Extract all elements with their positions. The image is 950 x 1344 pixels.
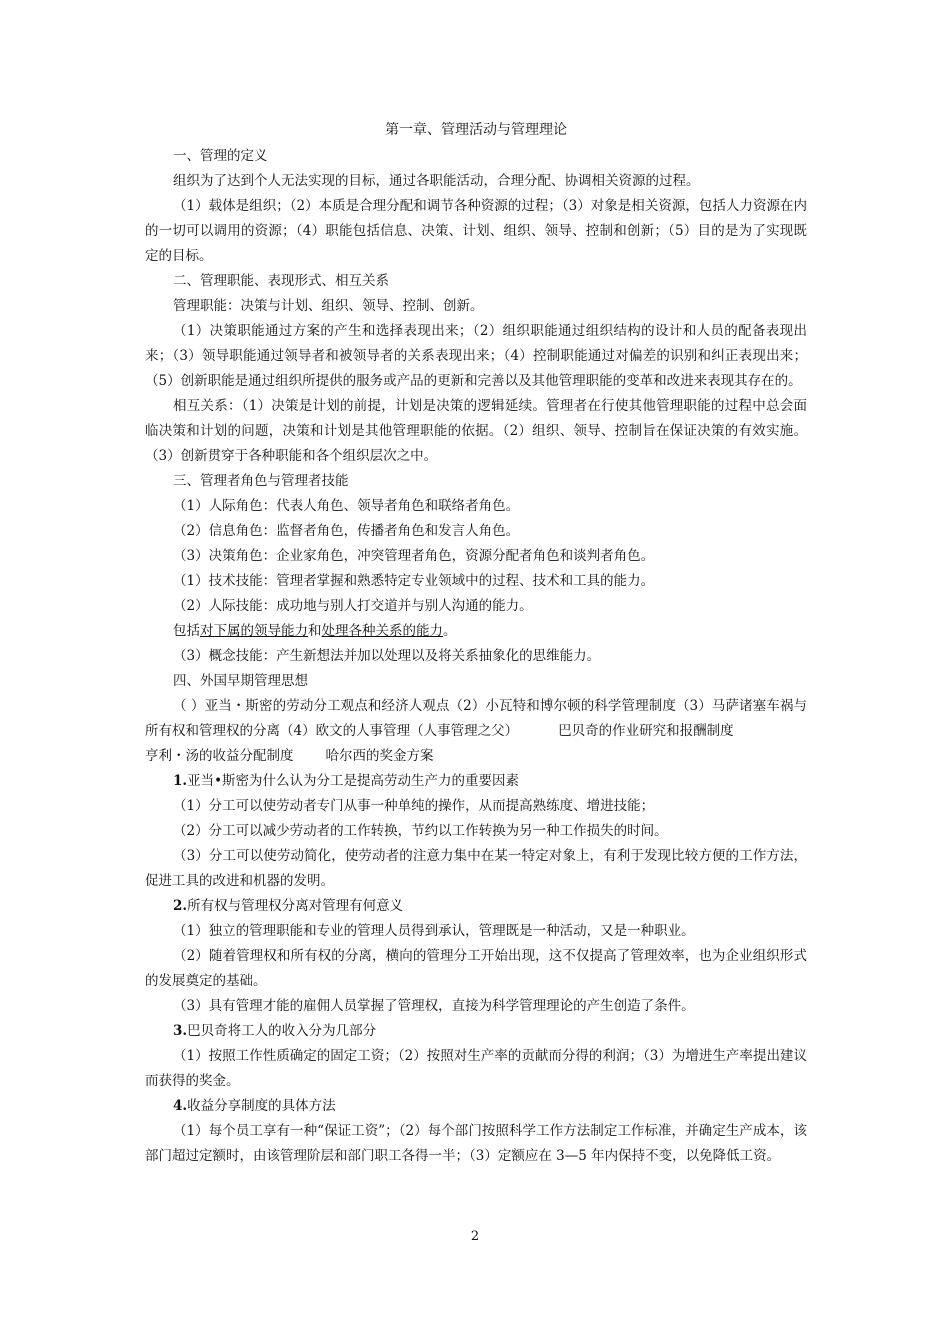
- functions-list: 管理职能：决策与计划、组织、领导、控制、创新。: [173, 298, 484, 314]
- question-4: [145, 1094, 807, 1119]
- underlined-leadership: 对下属的领导能力: [200, 623, 308, 639]
- includes-end: 。: [443, 623, 457, 639]
- question-2: [145, 894, 807, 919]
- includes-and: 和: [308, 623, 322, 639]
- towne-item: 亨利・汤的收益分配制度: [145, 748, 294, 764]
- answer-2-3: （3）具有管理才能的雇佣人员掌握了管理权，直接为科学管理理论的产生创造了条件。: [173, 998, 695, 1014]
- skill-human: （2）人际技能：成功地与别人打交道并与别人沟通的能力。: [173, 598, 533, 614]
- functions-relation: 相互关系：（1）决策是计划的前提，计划是决策的逻辑延续。管理者在行使其他管理职能的过程中总会面临决策和计划的问题，决策和计划是其他管理职能的依据。（2）组织、领导、控制旨在保证决策的有效实施。（3）创新贯穿于各种职能和各个组织层次之中。: [145, 398, 807, 464]
- definition-text: 组织为了达到个人无法实现的目标，通过各职能活动，合理分配、协调相关资源的过程。: [173, 173, 700, 189]
- question-1-number: 1.: [173, 773, 188, 789]
- skill-conceptual: （3）概念技能：产生新想法并加以处理以及将关系抽象化的思维能力。: [173, 648, 601, 664]
- question-4-title: 收益分享制度的具体方法: [187, 1098, 336, 1114]
- early-thought-list-cont: [145, 744, 807, 769]
- answer-2-2: （2）随着管理权和所有权的分离，横向的管理分工开始出现，这不仅提高了管理效率，也为企业组织形式的发展奠定的基础。: [145, 948, 807, 989]
- functions-forms: （1）决策职能通过方案的产生和选择表现出来；（2）组织职能通过组织结构的设计和人员的配备表现出来；（3）领导职能通过领导者和被领导者的关系表现出来；（4）控制职能通过对偏差的识别和纠正表现出来；（5）创新职能是通过组织所提供的服务或产品的更新和完善以及其他管理职能的变革和改进来表现其存在的。: [145, 323, 807, 389]
- section-heading-roles: 三、管理者角色与管理者技能: [173, 473, 349, 489]
- question-1-title: 亚当•斯密为什么认为分工是提高劳动生产力的重要因素: [187, 773, 520, 789]
- chapter-title: 第一章、管理活动与管理理论: [385, 122, 567, 138]
- page-number: 2: [470, 1229, 480, 1244]
- answer-1-1: （1）分工可以使劳动者专门从事一种单纯的操作，从而提高熟练度、增进技能；: [173, 798, 655, 814]
- definition-points: （1）载体是组织；（2）本质是合理分配和调节各种资源的过程；（3）对象是相关资源，包括人力资源在内的一切可以调用的资源；（4）职能包括信息、决策、计划、组织、领导、控制和创新；（5）目的是为了实现既定的目标。: [145, 198, 807, 264]
- question-3: [145, 1019, 807, 1044]
- section-heading-functions: 二、管理职能、表现形式、相互关系: [173, 273, 389, 289]
- answer-3-1: （1）按照工作性质确定的固定工资；（2）按照对生产率的贡献而分得的利润；（3）为增进生产率提出建议而获得的奖金。: [145, 1048, 807, 1089]
- role-interpersonal: （1）人际角色：代表人角色、领导者角色和联络者角色。: [173, 498, 520, 514]
- role-informational: （2）信息角色：监督者角色，传播者角色和发言人角色。: [173, 523, 520, 539]
- question-4-number: 4.: [173, 1098, 188, 1114]
- answer-1-3: （3）分工可以使劳动简化，使劳动者的注意力集中在某一特定对象上，有利于发现比较方便的工作方法，促进工具的改进和机器的发明。: [145, 848, 807, 889]
- includes-prefix: 包括: [173, 623, 200, 639]
- skill-technical: （1）技术技能：管理者掌握和熟悉特定专业领域中的过程、技术和工具的能力。: [173, 573, 655, 589]
- halsey-item: 哈尔西的奖金方案: [325, 748, 434, 764]
- question-1: [145, 769, 807, 794]
- section-heading-definition: 一、管理的定义: [173, 148, 268, 164]
- early-thought-items: （ ）亚当・斯密的劳动分工观点和经济人观点（2）小瓦特和博尔顿的科学管理制度（3）马萨诸塞车祸与所有权和管理权的分离（4）欧文的人事管理（人事管理之父）: [145, 698, 807, 739]
- babbage-item: 巴贝奇的作业研究和报酬制度: [558, 723, 734, 739]
- early-thought-list: [145, 694, 807, 744]
- underlined-relations: 处理各种关系的能力: [321, 623, 443, 639]
- answer-1-2: （2）分工可以减少劳动者的工作转换，节约以工作转换为另一种工作损失的时间。: [173, 823, 668, 839]
- answer-4-1: （1）每个员工享有一种“保证工资”；（2）每个部门按照科学工作方法制定工作标准，并确定生产成本，该部门超过定额时，由该管理阶层和部门职工各得一半；（3）定额应在 3—5 年内保持不变，以免降低工资。: [145, 1123, 807, 1164]
- page-content: [145, 118, 807, 1169]
- answer-2-1: （1）独立的管理职能和专业的管理人员得到承认，管理既是一种活动，又是一种职业。: [173, 923, 695, 939]
- question-2-number: 2.: [173, 898, 188, 914]
- skill-human-includes: [145, 619, 807, 644]
- question-2-title: 所有权与管理权分离对管理有何意义: [187, 898, 404, 914]
- question-3-title: 巴贝奇将工人的收入分为几部分: [187, 1023, 377, 1039]
- question-3-number: 3.: [173, 1023, 188, 1039]
- section-heading-early-thought: 四、外国早期管理思想: [173, 673, 308, 689]
- role-decisional: （3）决策角色：企业家角色，冲突管理者角色，资源分配者角色和谈判者角色。: [173, 548, 655, 564]
